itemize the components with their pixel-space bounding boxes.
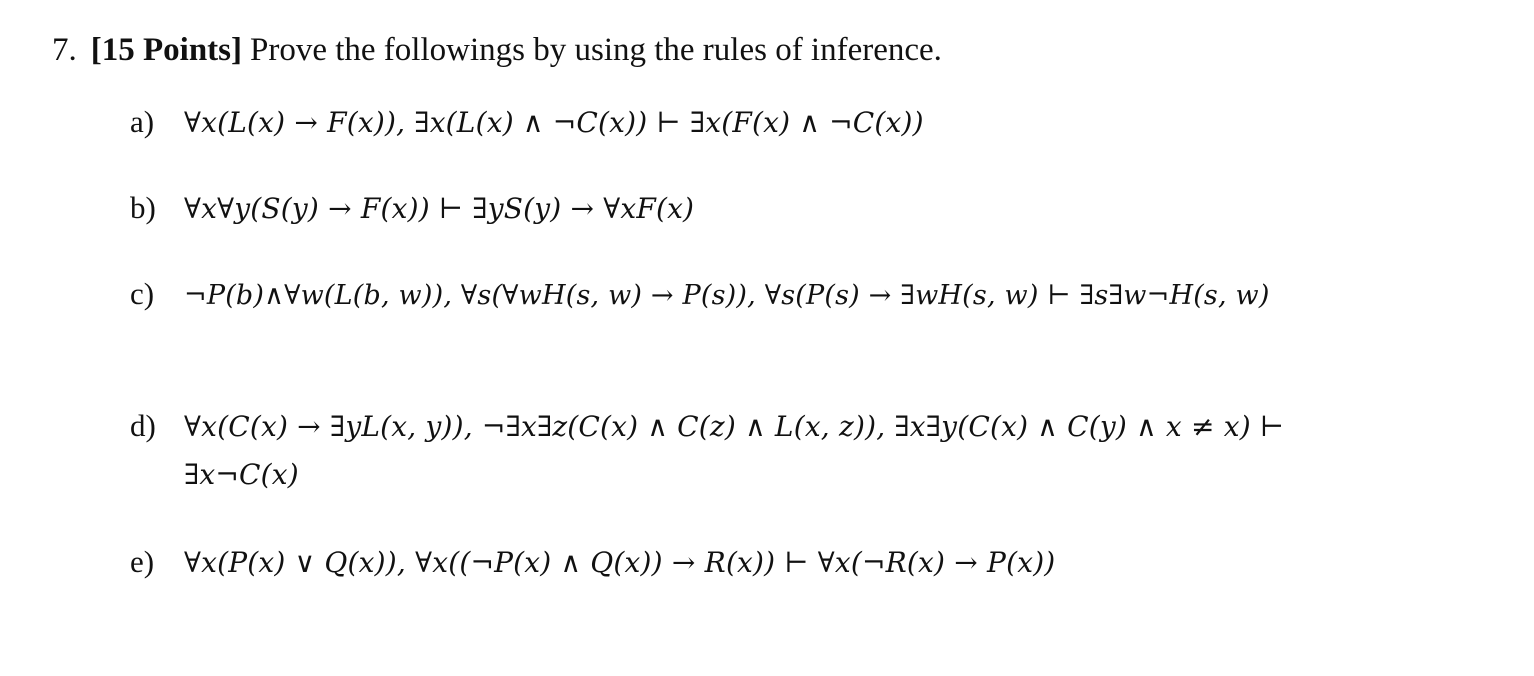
item-label: a) [130, 104, 155, 139]
question-points: [15 Points] [90, 32, 242, 68]
item-label: e) [130, 544, 155, 579]
item-e [130, 544, 1055, 580]
item-a [130, 104, 924, 140]
item-label: c) [130, 276, 155, 311]
question-number: 7. [52, 32, 77, 68]
item-formula: ∀x(C(x) → ∃yL(x, y)), ¬∃x∃z(C(x) ∧ C(z) ∧ L(x, z)), ∃x∃y(C(x) ∧ C(y) ∧ x ≠ x) ⊢ [184, 410, 1285, 443]
question-header [52, 24, 942, 76]
question-text: Prove the followings by using the rules of inference. [250, 32, 942, 68]
item-d-continuation [184, 458, 299, 491]
item-b [130, 190, 694, 226]
item-formula-continuation: ∃x¬C(x) [184, 458, 299, 491]
item-label: d) [130, 408, 156, 443]
item-formula: ∀x(L(x) → F(x)), ∃x(L(x) ∧ ¬C(x)) ⊢ ∃x(F(x) ∧ ¬C(x)) [184, 106, 924, 139]
item-d [130, 408, 1284, 444]
item-formula: ∀x∀y(S(y) → F(x)) ⊢ ∃yS(y) → ∀xF(x) [184, 192, 695, 225]
item-formula: ¬P(b)∧∀w(L(b, w)), ∀s(∀wH(s, w) → P(s)), ∀s(P(s) → ∃wH(s, w) ⊢ ∃s∃w¬H(s, w) [184, 280, 1270, 311]
item-c [130, 276, 1270, 312]
item-label: b) [130, 190, 156, 225]
item-formula: ∀x(P(x) ∨ Q(x)), ∀x((¬P(x) ∧ Q(x)) → R(x)) ⊢ ∀x(¬R(x) → P(x)) [184, 546, 1056, 579]
